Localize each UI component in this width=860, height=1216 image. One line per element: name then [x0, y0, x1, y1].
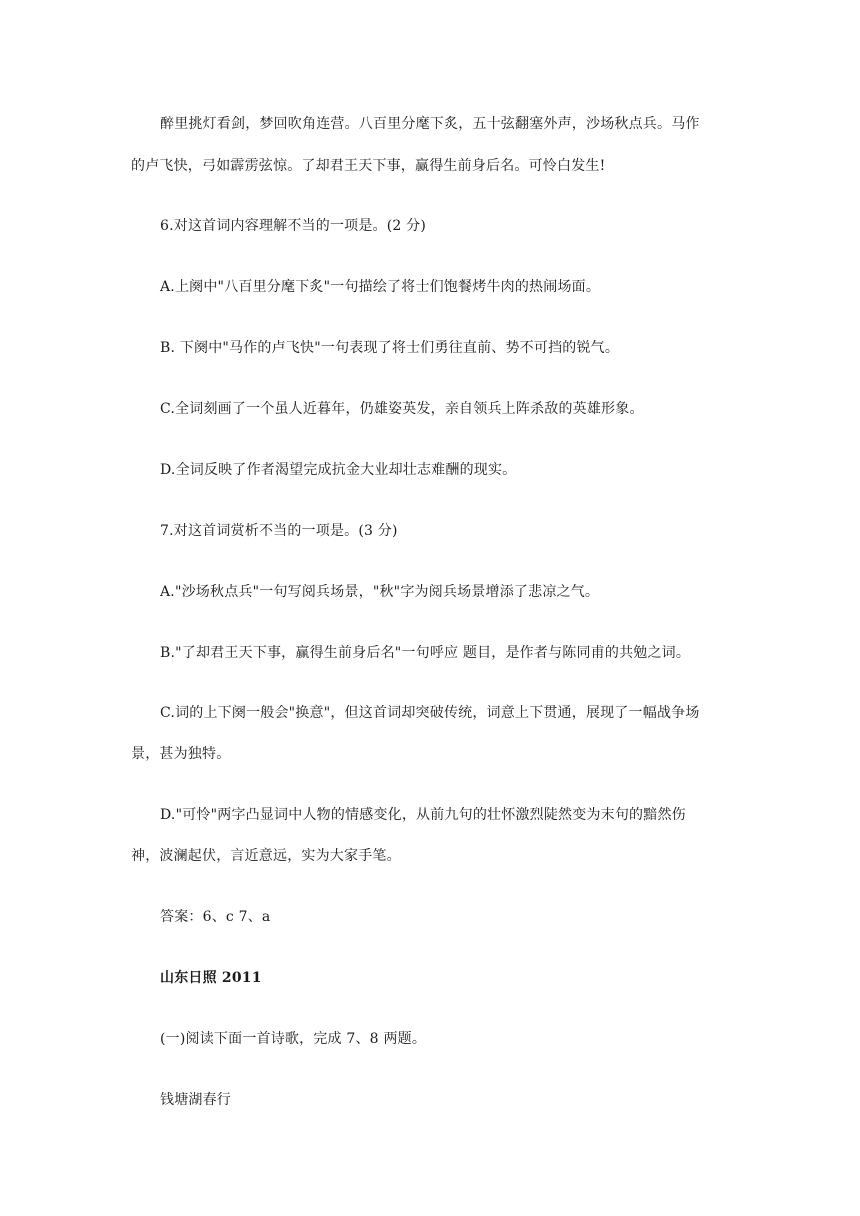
question-6-stem: 6.对这首词内容理解不当的一项是。(2 分) [160, 218, 427, 234]
section-title: 山东日照 2011 [160, 970, 262, 986]
question-7-option-c-line-1: C.词的上下阕一般会"换意"，但这首词却突破传统，词意上下贯通，展现了一幅战争场 [160, 705, 700, 721]
question-7-option-a: A."沙场秋点兵"一句写阅兵场景，"秋"字为阅兵场景增添了悲凉之气。 [160, 584, 600, 600]
poem-text-line-2: 的卢飞快，弓如霹雳弦惊。了却君王天下事，赢得生前身后名。可怜白发生! [131, 158, 606, 174]
question-6-option-d: D.全词反映了作者渴望完成抗金大业却壮志难酬的现实。 [160, 462, 517, 478]
question-7-option-b: B."了却君王天下事，赢得生前身后名"一句呼应 题目，是作者与陈同甫的共勉之词。 [160, 645, 691, 661]
question-6-option-a: A.上阕中"八百里分麾下炙"一句描绘了将士们饱餐烤牛肉的热闹场面。 [160, 279, 601, 295]
question-7-option-d-line-2: 神，波澜起伏，言近意远，实为大家手笔。 [131, 848, 401, 864]
question-6-option-c: C.全词刻画了一个虽人近暮年，仍雄姿英发，亲自领兵上阵杀敌的英雄形象。 [160, 401, 644, 417]
question-7-option-c-line-2: 景，甚为独特。 [131, 746, 231, 762]
question-7-stem: 7.对这首词赏析不当的一项是。(3 分) [160, 523, 398, 539]
answer-line: 答案：6、c 7、a [160, 909, 271, 925]
poem-text-line-1: 醉里挑灯看剑，梦回吹角连营。八百里分麾下炙，五十弦翻塞外声，沙场秋点兵。马作 [160, 116, 700, 132]
reading-instruction: (一)阅读下面一首诗歌，完成 7、8 两题。 [160, 1031, 427, 1047]
question-7-option-d-line-1: D."可怜"两字凸显词中人物的情感变化，从前九句的壮怀激烈陡然变为末句的黯然伤 [160, 807, 686, 823]
question-6-option-b: B. 下阕中"马作的卢飞快"一句表现了将士们勇往直前、势不可挡的锐气。 [160, 340, 620, 356]
poem-title: 钱塘湖春行 [160, 1092, 231, 1108]
